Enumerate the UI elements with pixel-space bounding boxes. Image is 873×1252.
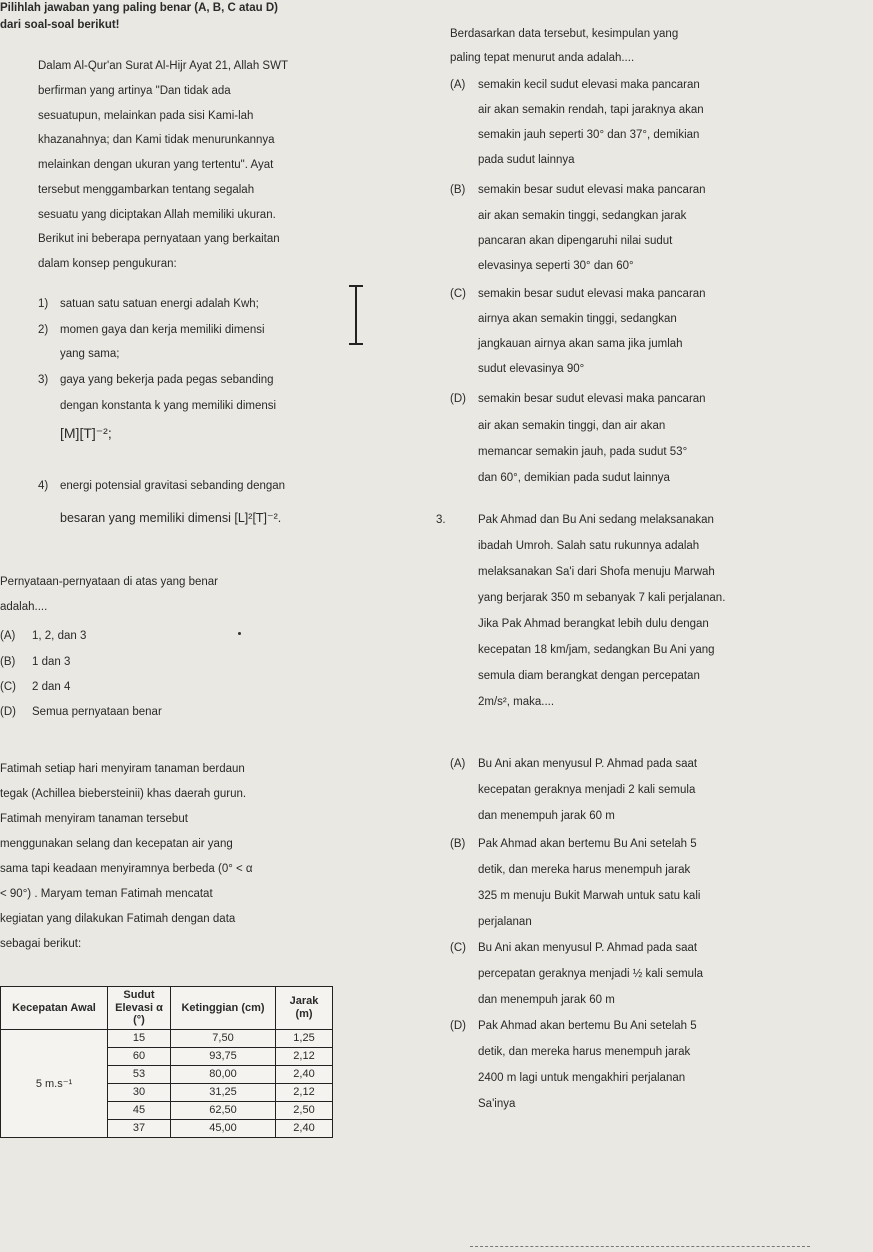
statement-number: 4) bbox=[38, 480, 49, 492]
page-bottom-edge bbox=[470, 1246, 810, 1249]
table-cell: 53 bbox=[108, 1065, 171, 1083]
option-text: pancaran akan dipengaruhi nilai sudut bbox=[478, 235, 673, 247]
q3-stem-line: ibadah Umroh. Salah satu rukunnya adalah bbox=[478, 540, 700, 552]
table-row bbox=[1, 1029, 333, 1047]
ink-dot bbox=[238, 632, 241, 635]
q2-stem-line: < 90°) . Maryam teman Fatimah mencatat bbox=[0, 888, 213, 900]
q1-prompt: Pernyataan-pernyataan di atas yang benar bbox=[0, 576, 219, 588]
option-text: Pak Ahmad akan bertemu Bu Ani setelah 5 bbox=[478, 838, 697, 850]
q2-prompt: Berdasarkan data tersebut, kesimpulan yang bbox=[450, 28, 679, 40]
table-cell: 60 bbox=[108, 1047, 171, 1065]
option-text: dan menempuh jarak 60 m bbox=[478, 994, 615, 1006]
instruction-line-1: Pilihlah jawaban yang paling benar (A, B, C atau D) bbox=[0, 2, 278, 14]
q3-stem-line: kecepatan 18 km/jam, sedangkan Bu Ani yang bbox=[478, 644, 715, 656]
option-text: dan menempuh jarak 60 m bbox=[478, 810, 615, 822]
option-text: jangkauan airnya akan sama jika jumlah bbox=[478, 338, 683, 350]
q2-stem-line: Fatimah setiap hari menyiram tanaman berdaun bbox=[0, 763, 245, 775]
option-text: Sa'inya bbox=[478, 1098, 516, 1110]
table-cell: 2,40 bbox=[276, 1065, 333, 1083]
q3-stem-line: Pak Ahmad dan Bu Ani sedang melaksanakan bbox=[478, 514, 714, 526]
table-cell: 2,40 bbox=[276, 1119, 333, 1137]
q1-stem-line: melainkan dengan ukuran yang tertentu". Ayat bbox=[38, 159, 274, 171]
q1-prompt: adalah.... bbox=[0, 601, 48, 613]
option-text: air akan semakin rendah, tapi jaraknya akan bbox=[478, 104, 704, 116]
statement-number: 1) bbox=[38, 298, 49, 310]
statement-text: dengan konstanta k yang memiliki dimensi bbox=[60, 400, 277, 412]
table-cell: 1,25 bbox=[276, 1029, 333, 1047]
option-text: air akan semakin tinggi, dan air akan bbox=[478, 420, 666, 432]
option-text: 325 m menuju Bukit Marwah untuk satu kali bbox=[478, 890, 701, 902]
table-cell-speed: 5 m.s⁻¹ bbox=[1, 1029, 108, 1137]
statement-text: satuan satu satuan energi adalah Kwh; bbox=[60, 298, 259, 310]
table-cell: 80,00 bbox=[171, 1065, 276, 1083]
q2-stem-line: menggunakan selang dan kecepatan air yang bbox=[0, 838, 233, 850]
q2-data-table bbox=[0, 986, 333, 1138]
q2-stem-line: Fatimah menyiram tanaman tersebut bbox=[0, 813, 188, 825]
option-text: detik, dan mereka harus menempuh jarak bbox=[478, 864, 691, 876]
option-text: detik, dan mereka harus menempuh jarak bbox=[478, 1046, 691, 1058]
option-key: (C) bbox=[450, 288, 466, 300]
q1-stem-line: tersebut menggambarkan tentang segalah bbox=[38, 184, 255, 196]
table-cell: 7,50 bbox=[171, 1029, 276, 1047]
q1-stem-line: Dalam Al-Qur'an Surat Al-Hijr Ayat 21, Allah SWT bbox=[38, 60, 288, 72]
q3-stem-line: semula diam berangkat dengan percepatan bbox=[478, 670, 700, 682]
table-cell: 62,50 bbox=[171, 1101, 276, 1119]
q2-stem-line: kegiatan yang dilakukan Fatimah dengan data bbox=[0, 913, 236, 925]
option-text: 1 dan 3 bbox=[32, 656, 71, 668]
option-key: (C) bbox=[450, 942, 466, 954]
q2-stem-line: sama tapi keadaan menyiramnya berbeda (0° < α bbox=[0, 863, 253, 875]
table-cell: 45,00 bbox=[171, 1119, 276, 1137]
option-text: airnya akan semakin tinggi, sedangkan bbox=[478, 313, 677, 325]
option-text: Pak Ahmad akan bertemu Bu Ani setelah 5 bbox=[478, 1020, 697, 1032]
statement-text: besaran yang memiliki dimensi [L]²[T]⁻². bbox=[60, 511, 282, 525]
table-cell: 2,12 bbox=[276, 1083, 333, 1101]
table-cell: 31,25 bbox=[171, 1083, 276, 1101]
option-key: (B) bbox=[0, 656, 16, 668]
option-text: semakin besar sudut elevasi maka pancaran bbox=[478, 288, 706, 300]
table-cell: 15 bbox=[108, 1029, 171, 1047]
statement-text: momen gaya dan kerja memiliki dimensi bbox=[60, 324, 265, 336]
option-text: elevasinya seperti 30° dan 60° bbox=[478, 260, 634, 272]
option-text: perjalanan bbox=[478, 916, 532, 928]
option-text: air akan semakin tinggi, sedangkan jarak bbox=[478, 210, 687, 222]
option-key: (D) bbox=[450, 393, 466, 405]
statement-number: 3) bbox=[38, 374, 49, 386]
option-text: semakin kecil sudut elevasi maka pancaran bbox=[478, 79, 700, 91]
option-text: sudut elevasinya 90° bbox=[478, 363, 585, 375]
option-text: semakin besar sudut elevasi maka pancaran bbox=[478, 393, 706, 405]
option-key: (A) bbox=[0, 630, 16, 642]
table-cell: 2,12 bbox=[276, 1047, 333, 1065]
q3-stem-line: yang berjarak 350 m sebanyak 7 kali perjalanan. bbox=[478, 592, 726, 604]
q1-stem-line: berfirman yang artinya "Dan tidak ada bbox=[38, 85, 231, 97]
option-key: (C) bbox=[0, 681, 16, 693]
statement-text: energi potensial gravitasi sebanding dengan bbox=[60, 480, 286, 492]
table-cell: 45 bbox=[108, 1101, 171, 1119]
option-text: semakin besar sudut elevasi maka pancaran bbox=[478, 184, 706, 196]
table-cell: 2,50 bbox=[276, 1101, 333, 1119]
q3-stem-line: 2m/s², maka.... bbox=[478, 696, 555, 708]
table-header: Kecepatan Awal bbox=[1, 987, 108, 1030]
statement-text: [M][T]⁻²; bbox=[60, 425, 112, 441]
q1-stem-line: Berikut ini beberapa pernyataan yang berkaitan bbox=[38, 233, 280, 245]
option-key: (D) bbox=[450, 1020, 466, 1032]
instruction-line-2: dari soal-soal berikut! bbox=[0, 19, 120, 31]
option-text: semakin jauh seperti 30° dan 37°, demikian bbox=[478, 129, 700, 141]
option-text: Bu Ani akan menyusul P. Ahmad pada saat bbox=[478, 942, 698, 954]
table-cell: 37 bbox=[108, 1119, 171, 1137]
option-text: 1, 2, dan 3 bbox=[32, 630, 87, 642]
option-text: percepatan geraknya menjadi ½ kali semula bbox=[478, 968, 704, 980]
q2-stem-line: tegak (Achillea biebersteinii) khas daerah gurun. bbox=[0, 788, 247, 800]
q3-number: 3. bbox=[436, 514, 446, 526]
table-header: Sudut Elevasi α (°) bbox=[108, 987, 171, 1030]
q3-stem-line: melaksanakan Sa'i dari Shofa menuju Marwah bbox=[478, 566, 715, 578]
q1-stem-line: sesuatu yang diciptakan Allah memiliki ukuran. bbox=[38, 209, 276, 221]
option-text: kecepatan geraknya menjadi 2 kali semula bbox=[478, 784, 696, 796]
table-cell: 30 bbox=[108, 1083, 171, 1101]
text-cursor-icon bbox=[355, 285, 357, 345]
option-text: 2 dan 4 bbox=[32, 681, 71, 693]
q1-stem-line: sesuatupun, melainkan pada sisi Kami-lah bbox=[38, 110, 254, 122]
option-key: (B) bbox=[450, 838, 466, 850]
option-text: memancar semakin jauh, pada sudut 53° bbox=[478, 446, 688, 458]
option-text: dan 60°, demikian pada sudut lainnya bbox=[478, 472, 670, 484]
option-key: (A) bbox=[450, 758, 466, 770]
option-text: Semua pernyataan benar bbox=[32, 706, 162, 718]
option-key: (B) bbox=[450, 184, 466, 196]
statement-number: 2) bbox=[38, 324, 49, 336]
option-key: (D) bbox=[0, 706, 16, 718]
q2-prompt: paling tepat menurut anda adalah.... bbox=[450, 52, 635, 64]
table-header-row bbox=[1, 987, 333, 1030]
table-cell: 93,75 bbox=[171, 1047, 276, 1065]
statement-text: gaya yang bekerja pada pegas sebanding bbox=[60, 374, 274, 386]
statement-text: yang sama; bbox=[60, 348, 120, 360]
option-text: pada sudut lainnya bbox=[478, 154, 575, 166]
option-text: Bu Ani akan menyusul P. Ahmad pada saat bbox=[478, 758, 698, 770]
option-key: (A) bbox=[450, 79, 466, 91]
q1-stem-line: khazanahnya; dan Kami tidak menurunkannya bbox=[38, 134, 275, 146]
table-header: Jarak (m) bbox=[276, 987, 333, 1030]
table-header: Ketinggian (cm) bbox=[171, 987, 276, 1030]
option-text: 2400 m lagi untuk mengakhiri perjalanan bbox=[478, 1072, 686, 1084]
q3-stem-line: Jika Pak Ahmad berangkat lebih dulu dengan bbox=[478, 618, 709, 630]
q2-stem-line: sebagai berikut: bbox=[0, 938, 82, 950]
q1-stem-line: dalam konsep pengukuran: bbox=[38, 258, 177, 270]
